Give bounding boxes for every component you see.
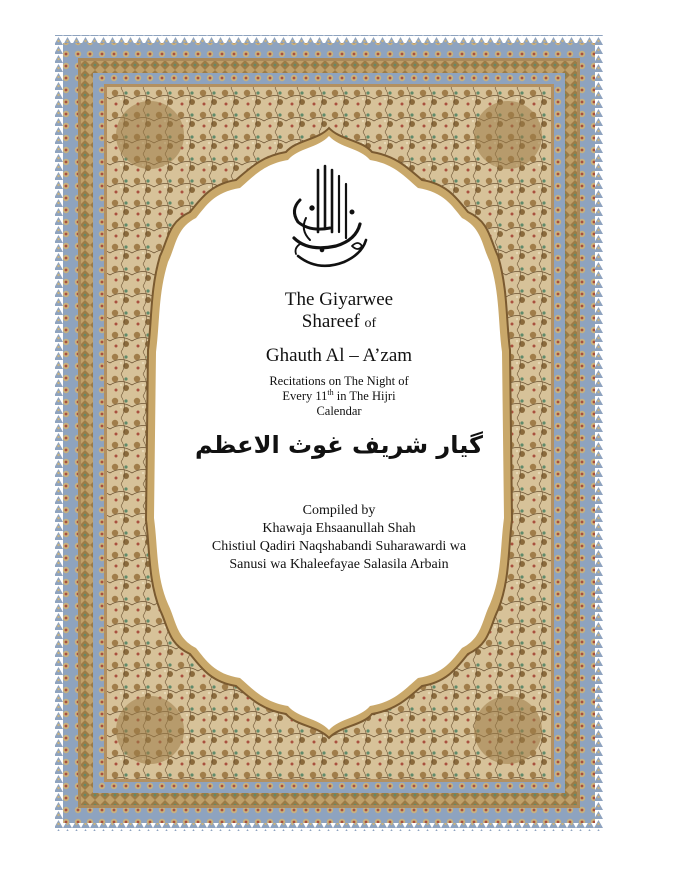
- subtitle-line-3: Calendar: [316, 404, 362, 418]
- urdu-title: گیار شریف غوث الاعظم: [194, 431, 484, 459]
- compiler-name-line-2: Chistiul Qadiri Naqshabandi Suharawardi wa: [211, 539, 467, 554]
- compiler-name-line-3: Sanusi wa Khaleefayae Salasila Arbain: [229, 557, 449, 572]
- subtitle-line-2-post: in The Hijri: [333, 389, 396, 403]
- title-line-2-of: of: [364, 316, 377, 331]
- title-line-2: [0, 311, 678, 335]
- compiled-by-label: Compiled by: [302, 503, 376, 518]
- title-line-1: The Giyarwee: [284, 289, 394, 310]
- compiler-name-line-1: Khawaja Ehsaanullah Shah: [262, 521, 416, 536]
- subtitle-line-2-pre: Every 11: [282, 389, 328, 403]
- subtitle-line-1: Recitations on The Night of: [269, 374, 409, 388]
- subtitle-line-2: [0, 389, 678, 404]
- subtitle-ordinal-suffix: th: [327, 387, 334, 397]
- title-line-3: Ghauth Al – A’zam: [265, 345, 413, 366]
- title-line-2-main: Shareef: [301, 311, 360, 332]
